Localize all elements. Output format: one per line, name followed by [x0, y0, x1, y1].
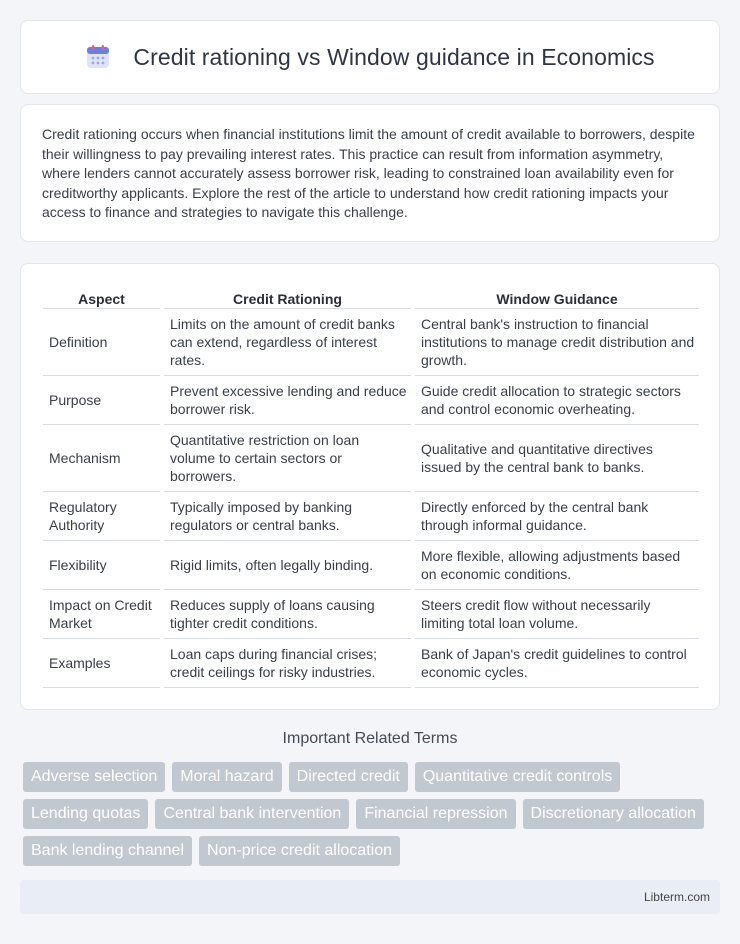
table-header-row: [43, 286, 699, 308]
comparison-table-card: [20, 263, 720, 710]
header-window-guidance: Window Guidance: [413, 286, 699, 308]
tag-row: [23, 836, 723, 866]
row-window-guidance: Steers credit flow without necessarily limiting total loan volume.: [413, 589, 699, 638]
related-terms-tags: [23, 762, 723, 873]
header-aspect: Aspect: [43, 286, 162, 308]
tag-lending-quotas[interactable]: Lending quotas: [23, 799, 148, 829]
row-aspect: Definition: [43, 308, 162, 375]
row-aspect: Purpose: [43, 375, 162, 424]
tag-row: [23, 799, 723, 829]
page-title: Credit rationing vs Window guidance in Economics: [133, 43, 655, 70]
row-credit-rationing: Prevent excessive lending and reduce borrower risk.: [162, 375, 413, 424]
table-row: [43, 424, 699, 491]
table-row: [43, 308, 699, 375]
header-card: [20, 20, 720, 94]
footer: [20, 880, 720, 914]
header-credit-rationing: Credit Rationing: [162, 286, 413, 308]
row-window-guidance: Bank of Japan's credit guidelines to control economic cycles.: [413, 638, 699, 687]
row-credit-rationing: Quantitative restriction on loan volume to certain sectors or borrowers.: [162, 424, 413, 491]
intro-card: [20, 104, 720, 242]
row-window-guidance: Guide credit allocation to strategic sectors and control economic overheating.: [413, 375, 699, 424]
comparison-table: [43, 286, 699, 688]
tag-directed-credit[interactable]: Directed credit: [289, 762, 408, 792]
row-window-guidance: More flexible, allowing adjustments based on economic conditions.: [413, 540, 699, 589]
tag-non-price-credit-allocation[interactable]: Non-price credit allocation: [199, 836, 400, 866]
tag-bank-lending-channel[interactable]: Bank lending channel: [23, 836, 192, 866]
title-wrap: [85, 44, 654, 71]
tag-financial-repression[interactable]: Financial repression: [356, 799, 515, 829]
intro-text: Credit rationing occurs when financial institutions limit the amount of credit available to borrowers, despite their willingness to pay prevailing interest rates. This practice can result from information asymmetry, where lenders cannot accurately assess borrower risk, leading to constrained loan availability even for creditworthy applicants. Explore the rest of the article to understand how credit rationing impacts your access to finance and strategies to navigate this challenge.: [42, 126, 695, 221]
row-aspect: Flexibility: [43, 540, 162, 589]
tag-row: [23, 762, 723, 792]
row-aspect: Examples: [43, 638, 162, 687]
tag-moral-hazard[interactable]: Moral hazard: [172, 762, 281, 792]
tag-central-bank-intervention[interactable]: Central bank intervention: [155, 799, 349, 829]
calendar-icon: [85, 44, 111, 70]
tag-adverse-selection[interactable]: Adverse selection: [23, 762, 165, 792]
table-row: [43, 375, 699, 424]
tag-discretionary-allocation[interactable]: Discretionary allocation: [523, 799, 704, 829]
row-window-guidance: Qualitative and quantitative directives issued by the central bank to banks.: [413, 424, 699, 491]
row-aspect: Mechanism: [43, 424, 162, 491]
row-credit-rationing: Loan caps during financial crises; credit ceilings for risky industries.: [162, 638, 413, 687]
row-aspect: Impact on Credit Market: [43, 589, 162, 638]
table-row: [43, 638, 699, 687]
table-row: [43, 491, 699, 540]
row-credit-rationing: Rigid limits, often legally binding.: [162, 540, 413, 589]
row-credit-rationing: Typically imposed by banking regulators or central banks.: [162, 491, 413, 540]
tag-quantitative-credit-controls[interactable]: Quantitative credit controls: [415, 762, 620, 792]
row-window-guidance: Directly enforced by the central bank through informal guidance.: [413, 491, 699, 540]
row-credit-rationing: Reduces supply of loans causing tighter credit conditions.: [162, 589, 413, 638]
row-window-guidance: Central bank's instruction to financial institutions to manage credit distribution and growth.: [413, 308, 699, 375]
row-aspect: Regulatory Authority: [43, 491, 162, 540]
footer-link[interactable]: Libterm.com: [643, 890, 710, 904]
related-terms-title: Important Related Terms: [282, 730, 458, 747]
table-row: [43, 540, 699, 589]
table-row: [43, 589, 699, 638]
row-credit-rationing: Limits on the amount of credit banks can extend, regardless of interest rates.: [162, 308, 413, 375]
